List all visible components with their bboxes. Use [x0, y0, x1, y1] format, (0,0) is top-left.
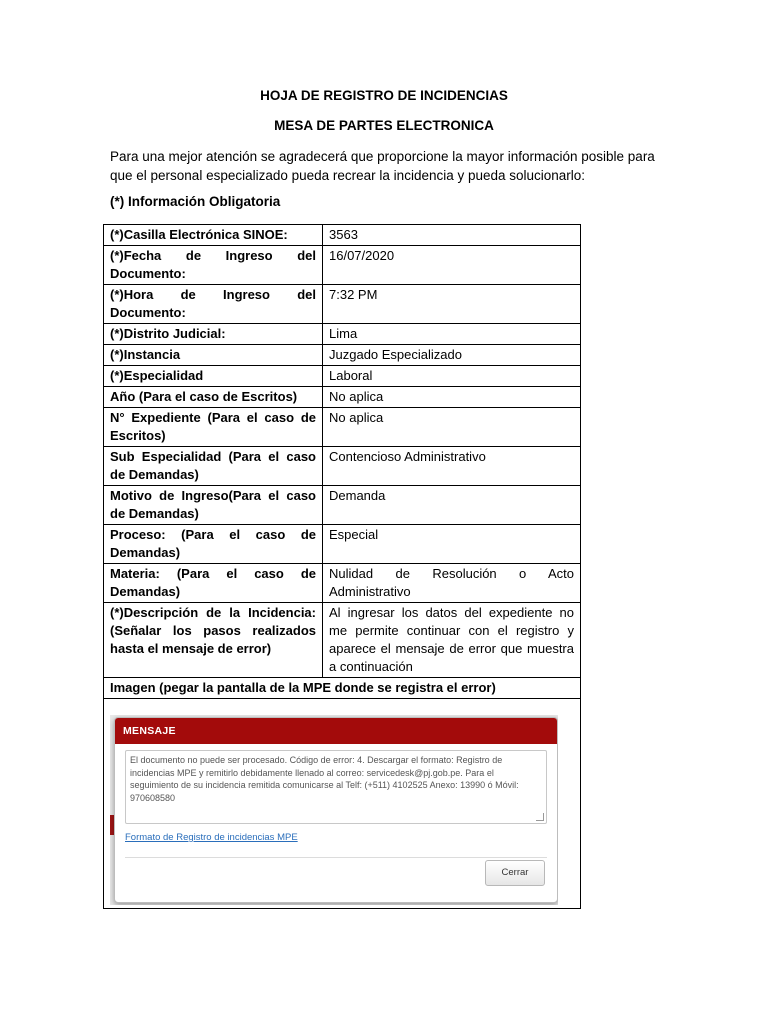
table-row — [104, 447, 581, 486]
table-row — [104, 246, 581, 285]
table-row — [104, 366, 581, 387]
row-value: Lima — [323, 324, 581, 345]
incident-form-table — [103, 224, 581, 909]
dialog-message-text: El documento no puede ser procesado. Código de error: 4. Descargar el formato: Registro de incidencias MPE y remitirlo debidamente llenado al correo: servicedesk@pj.gob.pe. Para el seguimiento de su incidencia remitida comunicarse al Telf: (+511) 4102525 Anexo: 13990 ó Móvil: 970608580 — [130, 755, 519, 803]
dialog-message-box[interactable] — [125, 750, 547, 824]
row-label: (*)Especialidad — [104, 366, 323, 387]
row-value: No aplica — [323, 387, 581, 408]
row-value: Demanda — [323, 486, 581, 525]
table-row — [104, 603, 581, 678]
table-row — [104, 408, 581, 447]
row-label: (*)Descripción de la Incidencia: (Señalar los pasos realizados hasta el mensaje de error) — [104, 603, 323, 678]
row-label: (*)Casilla Electrónica SINOE: — [104, 225, 323, 246]
resize-grip-icon[interactable] — [536, 813, 544, 821]
error-screenshot — [110, 715, 558, 905]
image-label-row — [104, 678, 581, 699]
row-value: 16/07/2020 — [323, 246, 581, 285]
row-label: (*)Distrito Judicial: — [104, 324, 323, 345]
row-label: Motivo de Ingreso(Para el caso de Demandas) — [104, 486, 323, 525]
row-label: Materia: (Para el caso de Demandas) — [104, 564, 323, 603]
row-value: No aplica — [323, 408, 581, 447]
table-row — [104, 324, 581, 345]
row-label: N° Expediente (Para el caso de Escritos) — [104, 408, 323, 447]
row-value: Al ingresar los datos del expediente no me permite continuar con el registro y aparece el mensaje de error que muestra a continuación — [323, 603, 581, 678]
row-label: Proceso: (Para el caso de Demandas) — [104, 525, 323, 564]
table-row — [104, 225, 581, 246]
image-label: Imagen (pegar la pantalla de la MPE donde se registra el error) — [104, 678, 581, 699]
error-screenshot-cell — [104, 699, 581, 909]
intro-paragraph: Para una mejor atención se agradecerá que proporcione la mayor información posible para que el personal especializado pueda recrear la incidencia y pueda solucionarlo: — [110, 149, 655, 183]
table-row — [104, 564, 581, 603]
row-label: Año (Para el caso de Escritos) — [104, 387, 323, 408]
table-row — [104, 525, 581, 564]
row-label: Sub Especialidad (Para el caso de Demandas) — [104, 447, 323, 486]
table-row — [104, 387, 581, 408]
table-row — [104, 345, 581, 366]
table-row — [104, 486, 581, 525]
message-dialog — [114, 717, 558, 903]
row-value: Juzgado Especializado — [323, 345, 581, 366]
document-title: HOJA DE REGISTRO DE INCIDENCIAS — [260, 88, 508, 103]
row-value: Nulidad de Resolución o Acto Administrativo — [323, 564, 581, 603]
required-note: (*) Información Obligatoria — [110, 194, 281, 209]
image-row — [104, 699, 581, 909]
format-download-link[interactable]: Formato de Registro de incidencias MPE — [125, 832, 298, 843]
row-value: 3563 — [323, 225, 581, 246]
row-value: Laboral — [323, 366, 581, 387]
dialog-divider — [125, 857, 547, 858]
row-label: (*)Fecha de Ingreso del Documento: — [104, 246, 323, 285]
table-row — [104, 285, 581, 324]
document-subtitle: MESA DE PARTES ELECTRONICA — [274, 118, 494, 133]
row-label: (*)Hora de Ingreso del Documento: — [104, 285, 323, 324]
row-label: (*)Instancia — [104, 345, 323, 366]
row-value: 7:32 PM — [323, 285, 581, 324]
row-value: Especial — [323, 525, 581, 564]
dialog-title: MENSAJE — [115, 718, 557, 744]
row-value: Contencioso Administrativo — [323, 447, 581, 486]
close-button[interactable]: Cerrar — [485, 860, 545, 886]
